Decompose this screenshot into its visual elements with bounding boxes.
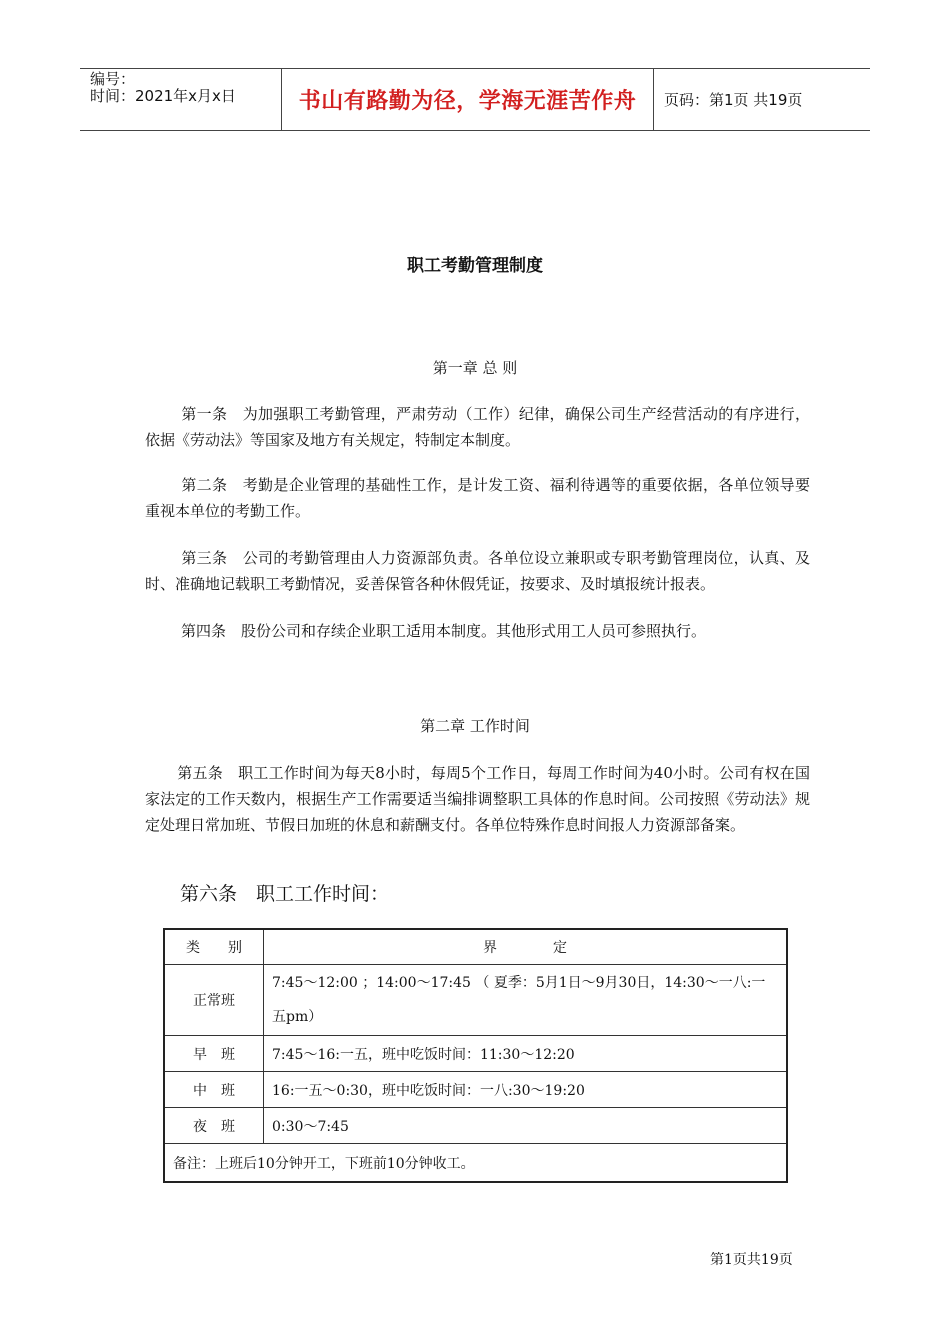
article-1: 第一条 为加强职工考勤管理，严肃劳动（工作）纪律，确保公司生产经营活动的有序进行，依据《劳动法》等国家及地方有关规定，特制定本制度。 [145,405,810,449]
doc-code-label: 编号： [90,70,136,88]
table-header-row [164,929,787,965]
row-definition: 16:一五～0:30，班中吃饭时间：一八:30～19:20 [264,1072,788,1108]
table-row [164,1108,787,1144]
chapter2-heading: 第二章 工作时间 [420,717,530,735]
article-2: 第二条 考勤是企业管理的基础性工作，是计发工资、福利待遇等的重要依据，各单位领导要重视本单位的考勤工作。 [145,476,810,520]
header-definition: 界 定 [264,929,788,965]
article-3: 第三条 公司的考勤管理由人力资源部负责。各单位设立兼职或专职考勤管理岗位，认真、及时、准确地记载职工考勤情况，妥善保管各种休假凭证，按要求、及时填报统计报表。 [145,549,810,593]
table-note-row [164,1144,787,1183]
article-4: 第四条 股份公司和存续企业职工适用本制度。其他形式用工人员可参照执行。 [181,622,707,640]
table-row [164,1072,787,1108]
work-time-table [163,928,788,1183]
page-footer: 第1页共19页 [710,1252,793,1268]
article-6-heading: 第六条 职工工作时间： [180,883,390,905]
header-meta [80,69,282,130]
table-row [164,965,787,1036]
row-category: 正常班 [164,965,264,1036]
header-page-info: 页码：第1页 共19页 [664,91,803,109]
header-category: 类 别 [164,929,264,965]
table-note: 备注：上班后10分钟开工，下班前10分钟收工。 [164,1144,787,1183]
page-header [80,68,870,131]
row-definition: 7:45～16:一五，班中吃饭时间：11:30～12:20 [264,1036,788,1072]
row-definition: 0:30～7:45 [264,1108,788,1144]
document-title: 职工考勤管理制度 [407,256,543,276]
header-motto: 书山有路勤为径，学海无涯苦作舟 [298,89,637,114]
doc-time-label: 时间：2021年x月x日 [90,87,236,105]
article-5: 第五条 职工工作时间为每天8小时，每周5个工作日，每周工作时间为40小时。公司有权在国家法定的工作天数内，根据生产工作需要适当编排调整职工具体的作息时间。公司按照《劳动法》规定处理日常加班、节假日加班的休息和薪酬支付。各单位特殊作息时间报人力资源部备案。 [145,764,810,834]
chapter1-heading: 第一章 总 则 [432,359,518,377]
table-row [164,1036,787,1072]
row-category: 夜 班 [164,1108,264,1144]
header-motto-cell [282,69,654,130]
row-category: 早 班 [164,1036,264,1072]
row-definition: 7:45～12:00 ；14:00～17:45 （ 夏季：5月1日～9月30日，14:30～一八:一五pm） [264,965,788,1036]
row-category: 中 班 [164,1072,264,1108]
